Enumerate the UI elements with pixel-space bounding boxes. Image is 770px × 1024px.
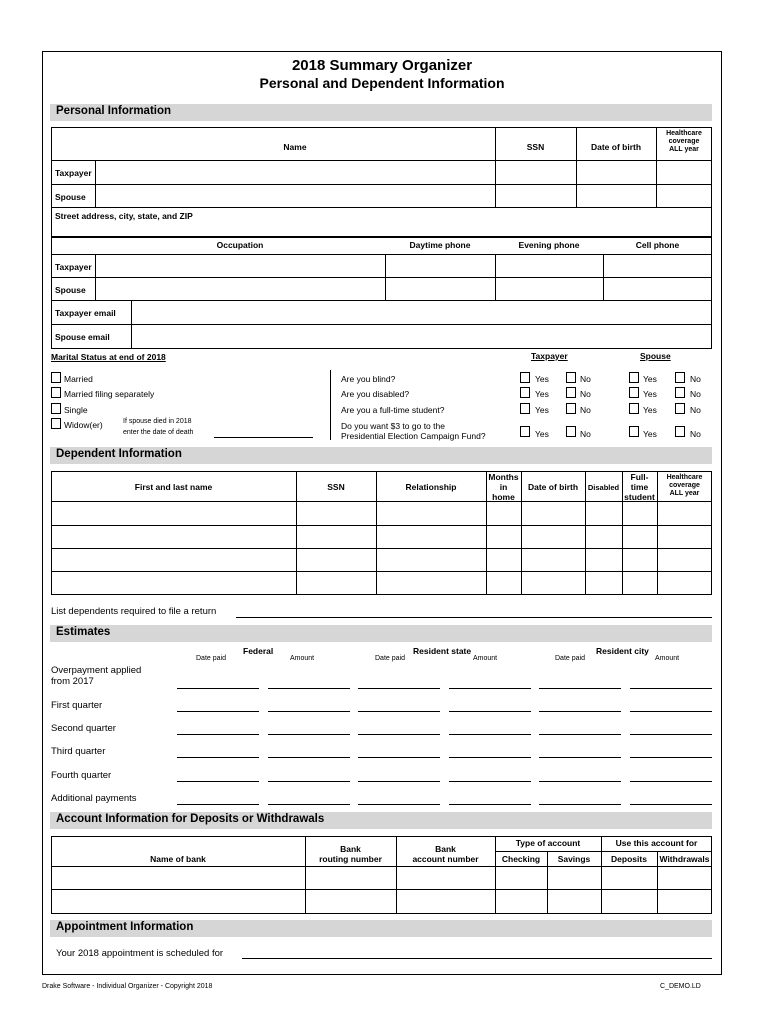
q-campaign-1: Do you want $3 to go to the <box>341 421 445 431</box>
estimate-input-line[interactable] <box>358 804 440 805</box>
estimate-input-line[interactable] <box>449 804 531 805</box>
estimate-input-line[interactable] <box>449 757 531 758</box>
col-ssn: SSN <box>526 142 545 152</box>
acct-col-routing: Bank routing number <box>319 844 382 864</box>
widow-label: Widow(er) <box>64 420 103 430</box>
estimate-input-line[interactable] <box>539 757 621 758</box>
appointment-label: Your 2018 appointment is scheduled for <box>56 948 224 959</box>
dep-col-disabled: Disabled <box>587 483 620 492</box>
single-checkbox[interactable] <box>51 403 61 414</box>
estimate-input-line[interactable] <box>358 711 440 712</box>
sp-campaign-yes-checkbox[interactable] <box>629 426 639 437</box>
sp-disabled-no-checkbox[interactable] <box>675 387 685 398</box>
spouse-column-heading: Spouse <box>640 351 671 361</box>
estimates-section-header: Estimates <box>50 625 712 642</box>
tp-blind-no-checkbox[interactable] <box>566 372 576 383</box>
estimate-input-line[interactable] <box>539 804 621 805</box>
spouse-name-field[interactable] <box>96 185 494 206</box>
q-campaign-2: Presidential Election Campaign Fund? <box>341 431 486 441</box>
tp-student-yes-checkbox[interactable] <box>520 403 530 414</box>
yes-label: Yes <box>643 429 657 439</box>
col-name: Name <box>283 142 307 152</box>
tp-disabled-yes-checkbox[interactable] <box>520 387 530 398</box>
tp-disabled-no-checkbox[interactable] <box>566 387 576 398</box>
no-label: No <box>580 389 591 399</box>
estimate-input-line[interactable] <box>539 734 621 735</box>
street-address-field[interactable] <box>52 220 711 236</box>
estimate-input-line[interactable] <box>268 781 350 782</box>
acct-col-withdrawals: Withdrawals <box>659 854 710 864</box>
q-student: Are you a full-time student? <box>341 405 445 415</box>
col-evening-phone: Evening phone <box>518 240 580 250</box>
est-city-heading: Resident city <box>596 646 649 656</box>
sp-blind-yes-checkbox[interactable] <box>629 372 639 383</box>
estimate-input-line[interactable] <box>177 781 259 782</box>
estimate-input-line[interactable] <box>177 711 259 712</box>
yes-label: Yes <box>643 389 657 399</box>
q-blind: Are you blind? <box>341 374 396 384</box>
taxpayer-email-field[interactable] <box>132 301 711 323</box>
acct-col-deposits: Deposits <box>611 854 647 864</box>
estimate-input-line[interactable] <box>449 734 531 735</box>
dep-col-healthcare: Healthcare coverage ALL year <box>666 474 703 498</box>
estimate-input-line[interactable] <box>449 688 531 689</box>
sp-student-no-checkbox[interactable] <box>675 403 685 414</box>
col-amount: Amount <box>290 655 315 662</box>
col-cell-phone: Cell phone <box>635 240 680 250</box>
footer-copyright: Drake Software - Individual Organizer - Copyright 2018 <box>42 983 213 990</box>
account-section-header: Account Information for Deposits or Withdrawals <box>50 812 712 829</box>
est-row-additional: Additional payments <box>51 793 137 804</box>
personal-section-header: Personal Information <box>50 104 712 121</box>
dep-col-ssn: SSN <box>327 482 345 492</box>
estimate-input-line[interactable] <box>539 688 621 689</box>
estimate-input-line[interactable] <box>539 711 621 712</box>
tp-campaign-no-checkbox[interactable] <box>566 426 576 437</box>
estimate-input-line[interactable] <box>630 688 712 689</box>
taxpayer-email-label: Taxpayer email <box>55 308 116 318</box>
est-row-q3: Third quarter <box>51 746 106 757</box>
estimate-input-line[interactable] <box>268 688 350 689</box>
sp-campaign-no-checkbox[interactable] <box>675 426 685 437</box>
acct-col-bank: Name of bank <box>150 854 206 864</box>
widow-note-2: enter the date of death <box>123 429 194 436</box>
col-amount: Amount <box>473 655 498 662</box>
no-label: No <box>580 405 591 415</box>
married-checkbox[interactable] <box>51 372 61 383</box>
estimate-input-line[interactable] <box>630 734 712 735</box>
dep-col-relationship: Relationship <box>405 482 457 492</box>
sp-student-yes-checkbox[interactable] <box>629 403 639 414</box>
col-dob: Date of birth <box>590 142 642 152</box>
estimate-input-line[interactable] <box>449 711 531 712</box>
appointment-section-header: Appointment Information <box>50 920 712 937</box>
est-federal-heading: Federal <box>243 646 274 656</box>
acct-col-checking: Checking <box>501 854 541 864</box>
page-title: 2018 Summary Organizer <box>291 57 473 74</box>
acct-col-account: Bank account number <box>412 844 479 864</box>
widow-note-1: If spouse died in 2018 <box>123 418 192 425</box>
sp-blind-no-checkbox[interactable] <box>675 372 685 383</box>
dep-col-dob: Date of birth <box>527 482 579 492</box>
yes-label: Yes <box>643 374 657 384</box>
list-dependents-label: List dependents required to file a return <box>51 606 217 617</box>
estimate-input-line[interactable] <box>177 757 259 758</box>
estimate-input-line[interactable] <box>358 757 440 758</box>
estimate-input-line[interactable] <box>630 781 712 782</box>
estimate-input-line[interactable] <box>268 757 350 758</box>
yes-label: Yes <box>535 374 549 384</box>
row-taxpayer-label: Taxpayer <box>55 168 92 178</box>
estimate-input-line[interactable] <box>268 804 350 805</box>
spouse-email-label: Spouse email <box>55 332 110 342</box>
yes-label: Yes <box>643 405 657 415</box>
est-row-q1: First quarter <box>51 700 103 711</box>
married-label: Married <box>64 374 93 384</box>
appointment-field[interactable] <box>242 958 712 959</box>
estimate-input-line[interactable] <box>358 781 440 782</box>
no-label: No <box>580 374 591 384</box>
single-label: Single <box>64 405 88 415</box>
estimate-input-line[interactable] <box>177 734 259 735</box>
yes-label: Yes <box>535 429 549 439</box>
est-row-overpayment-1: Overpayment applied <box>51 665 142 676</box>
footer-form-code: C_DEMO.LD <box>660 983 701 990</box>
yes-label: Yes <box>535 405 549 415</box>
marital-status-heading: Marital Status at end of 2018 <box>51 352 166 362</box>
estimate-input-line[interactable] <box>630 804 712 805</box>
widow-checkbox[interactable] <box>51 418 61 429</box>
no-label: No <box>690 405 701 415</box>
estimate-input-line[interactable] <box>358 734 440 735</box>
col-occupation: Occupation <box>216 240 264 250</box>
estimate-input-line[interactable] <box>449 781 531 782</box>
no-label: No <box>690 374 701 384</box>
page-subtitle: Personal and Dependent Information <box>259 75 505 91</box>
tp-student-no-checkbox[interactable] <box>566 403 576 414</box>
row-spouse-label: Spouse <box>55 192 86 202</box>
tp-blind-yes-checkbox[interactable] <box>520 372 530 383</box>
estimate-input-line[interactable] <box>268 711 350 712</box>
est-row-q2: Second quarter <box>51 723 116 734</box>
mfs-label: Married filing separately <box>64 389 155 399</box>
tp-campaign-yes-checkbox[interactable] <box>520 426 530 437</box>
no-label: No <box>690 429 701 439</box>
dependent-section-header: Dependent Information <box>50 447 712 464</box>
sp-disabled-yes-checkbox[interactable] <box>629 387 639 398</box>
mfs-checkbox[interactable] <box>51 387 61 398</box>
street-address-label: Street address, city, state, and ZIP <box>55 211 193 221</box>
estimate-input-line[interactable] <box>539 781 621 782</box>
est-row-q4: Fourth quarter <box>51 770 112 781</box>
dep-col-months: Months in home <box>488 472 519 502</box>
col-amount: Amount <box>655 655 680 662</box>
est-state-heading: Resident state <box>413 646 472 656</box>
acct-col-type: Type of account <box>515 838 581 848</box>
taxpayer-column-heading: Taxpayer <box>531 351 568 361</box>
estimate-input-line[interactable] <box>177 688 259 689</box>
col-date-paid: Date paid <box>555 655 585 662</box>
estimate-input-line[interactable] <box>358 688 440 689</box>
list-dependents-field[interactable] <box>236 617 712 618</box>
col-date-paid: Date paid <box>196 655 226 662</box>
no-label: No <box>580 429 591 439</box>
dep-col-fulltime: Full- time student <box>624 472 655 502</box>
acct-col-use: Use this account for <box>615 838 698 848</box>
estimate-input-line[interactable] <box>177 804 259 805</box>
date-of-death-field[interactable] <box>214 437 313 438</box>
occ-taxpayer-label: Taxpayer <box>55 262 92 272</box>
q-disabled: Are you disabled? <box>341 389 410 399</box>
spouse-email-field[interactable] <box>132 325 711 348</box>
occ-spouse-label: Spouse <box>55 285 86 295</box>
estimate-input-line[interactable] <box>630 711 712 712</box>
acct-col-savings: Savings <box>557 854 591 864</box>
yes-label: Yes <box>535 389 549 399</box>
dep-col-name: First and last name <box>134 482 213 492</box>
estimate-input-line[interactable] <box>268 734 350 735</box>
est-row-overpayment-2: from 2017 <box>51 676 94 687</box>
col-healthcare: Healthcare coverage ALL year <box>666 130 702 154</box>
no-label: No <box>690 389 701 399</box>
col-date-paid: Date paid <box>375 655 405 662</box>
estimate-input-line[interactable] <box>630 757 712 758</box>
taxpayer-name-field[interactable] <box>96 161 494 183</box>
col-daytime-phone: Daytime phone <box>409 240 471 250</box>
